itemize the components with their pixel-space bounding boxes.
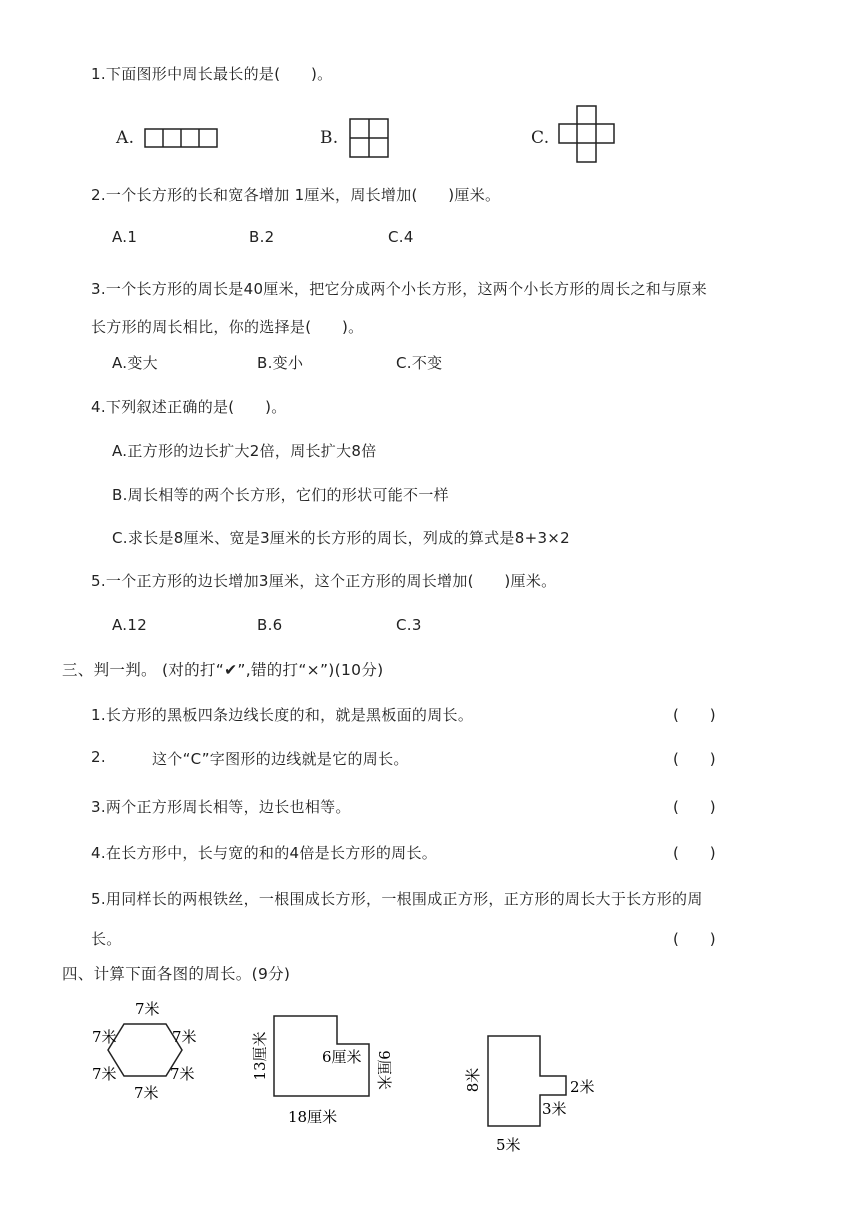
judge-item-5-line1: 5.用同样长的两根铁丝，一根围成长方形，一根围成正方形，正方形的周长大于长方形的周 — [91, 890, 703, 908]
option-b-label: B. — [320, 128, 339, 148]
judge-item-2: 这个“C”字图形的边线就是它的周长。 — [152, 750, 409, 768]
hexagon-lower-right-label: 7米 — [170, 1065, 195, 1083]
judge-item-1-answer[interactable]: ( ) — [673, 706, 716, 724]
judge-item-3-answer[interactable]: ( ) — [673, 798, 716, 816]
q3-option-b: B.变小 — [257, 354, 304, 372]
q4-option-b: B.周长相等的两个长方形，它们的形状可能不一样 — [112, 486, 449, 504]
judge-item-3: 3.两个正方形周长相等，边长也相等。 — [91, 798, 351, 816]
q4-option-c: C.求长是8厘米、宽是3厘米的长方形的周长，列成的算式是8+3×2 — [112, 529, 570, 547]
question-2-text: 2.一个长方形的长和宽各增加 1厘米，周长增加( )厘米。 — [91, 186, 501, 204]
q3-option-c: C.不变 — [396, 354, 443, 372]
notched-rectangle-figure — [248, 1010, 408, 1134]
judge-item-1: 1.长方形的黑板四条边线长度的和，就是黑板面的周长。 — [91, 706, 474, 724]
question-1-text: 1.下面图形中周长最长的是( )。 — [91, 65, 333, 83]
shape3-step-label: 3米 — [542, 1100, 567, 1118]
q2-option-a: A.1 — [112, 228, 138, 246]
q2-option-b: B.2 — [249, 228, 275, 246]
q5-option-a: A.12 — [112, 616, 148, 634]
option-a-label: A. — [116, 128, 135, 148]
shape3-bottom-label: 5米 — [496, 1136, 521, 1154]
judge-item-4: 4.在长方形中，长与宽的和的4倍是长方形的周长。 — [91, 844, 438, 862]
shape3-left-label: 8米 — [464, 1067, 482, 1093]
question-3-text-line2: 长方形的周长相比，你的选择是( )。 — [91, 318, 364, 336]
hexagon-upper-right-label: 7米 — [172, 1028, 197, 1046]
shape2-bottom-label: 18厘米 — [288, 1108, 338, 1126]
q3-option-a: A.变大 — [112, 354, 158, 372]
judge-item-5-answer[interactable]: ( ) — [673, 930, 716, 948]
hexagon-figure — [88, 996, 208, 1108]
judge-item-2-number: 2. — [91, 748, 106, 766]
judge-item-5-line2: 长。 — [91, 930, 122, 948]
question-3-text-line1: 3.一个长方形的周长是40厘米，把它分成两个小长方形，这两个小长方形的周长之和与原来 — [91, 280, 708, 298]
q4-option-a: A.正方形的边长扩大2倍，周长扩大8倍 — [112, 442, 377, 460]
section-3-title: 三、判一判。 (对的打“✔”,错的打“×”)(10分) — [62, 661, 384, 679]
cross-shape-figure — [558, 105, 616, 165]
q5-option-b: B.6 — [257, 616, 283, 634]
shape3-arm-label: 2米 — [570, 1078, 595, 1096]
step-shape-figure — [462, 1030, 612, 1154]
section-4-title: 四、计算下面各图的周长。(9分) — [62, 965, 291, 983]
hexagon-top-label: 7米 — [135, 1000, 160, 1018]
option-c-label: C. — [531, 128, 550, 148]
hexagon-bottom-label: 7米 — [134, 1084, 159, 1102]
judge-item-2-answer[interactable]: ( ) — [673, 750, 716, 768]
two-by-two-square-figure — [349, 118, 391, 160]
q5-option-c: C.3 — [396, 616, 422, 634]
question-5-text: 5.一个正方形的边长增加3厘米，这个正方形的周长增加( )厘米。 — [91, 572, 557, 590]
question-4-text: 4.下列叙述正确的是( )。 — [91, 398, 287, 416]
shape2-notch-label: 6厘米 — [322, 1048, 362, 1066]
shape2-right-label: 9厘米 — [375, 1050, 393, 1090]
q2-option-c: C.4 — [388, 228, 414, 246]
hexagon-lower-left-label: 7米 — [92, 1065, 117, 1083]
shape2-left-label: 13厘米 — [251, 1031, 269, 1081]
four-squares-in-row-figure — [144, 128, 220, 150]
judge-item-4-answer[interactable]: ( ) — [673, 844, 716, 862]
hexagon-upper-left-label: 7米 — [92, 1028, 117, 1046]
